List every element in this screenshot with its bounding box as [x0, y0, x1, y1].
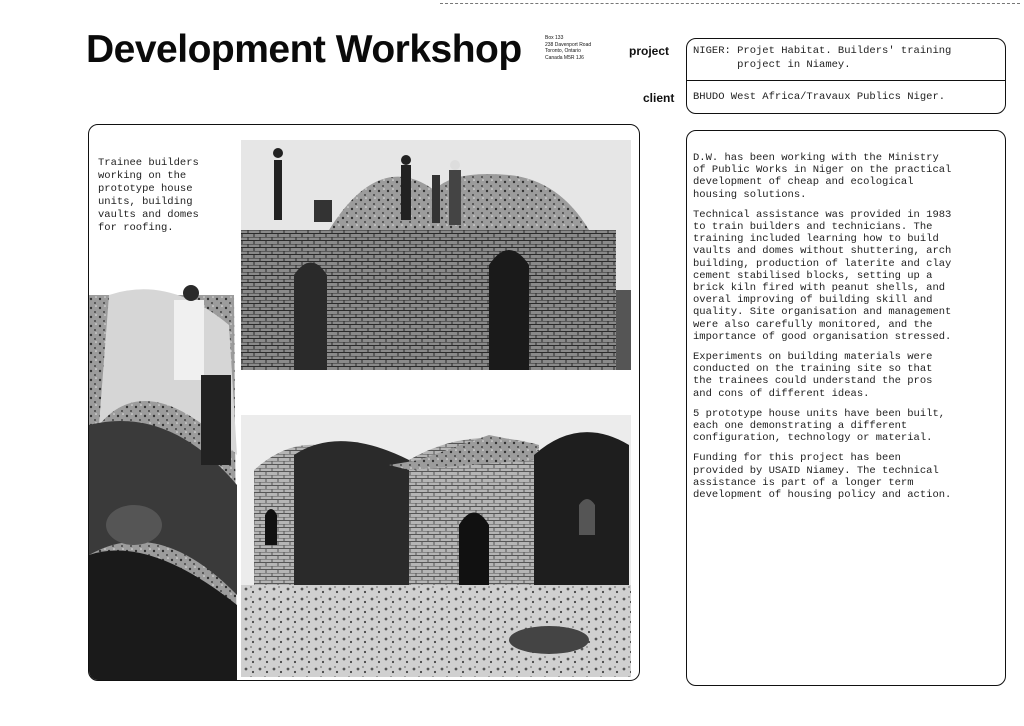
project-client-divider	[686, 80, 1006, 81]
client-text: BHUDO West Africa/Travaux Publics Niger.	[693, 91, 946, 103]
address-block	[545, 35, 591, 61]
project-text: NIGER: Projet Habitat. Builders' training project in Niamey.	[693, 45, 952, 71]
client-label: client	[643, 91, 675, 105]
builder-laying-vault-photo	[89, 285, 237, 680]
paragraph: D.W. has been working with the Ministry of Public Works in Niger on the practical development of cheap and ecological housing solutions.	[693, 152, 952, 201]
paragraph: 5 prototype house units have been built, each one demonstrating a different configuration, technology or material.	[693, 407, 946, 445]
top-rule	[440, 3, 1020, 4]
description-text	[693, 152, 999, 509]
paragraph: Technical assistance was provided in 1983 to train builders and technicians. The training included learning how to build vaults and domes without shuttering, arch building, production of laterite and clay cement stabilised blocks, setting up a brick kiln fired with peanut shells, and overal improving of building skill and quality. Site organisation and management were also carefully monitored, and the importance of good organisation stressed.	[693, 208, 952, 343]
photo-caption: Trainee builders working on the prototype house units, building vaults and domes for roofing.	[98, 157, 199, 234]
paragraph: Experiments on building materials were conducted on the training site so that the trainees could understand the pros and cons of different ideas.	[693, 351, 933, 400]
address-line: 238 Davenport Road	[545, 41, 592, 48]
address-line: Box 133	[545, 35, 564, 41]
address-line: Canada M5R 1J6	[545, 54, 584, 61]
builders-on-roof-photo	[241, 140, 631, 370]
paragraph: Funding for this project has been provided by USAID Niamey. The technical assistance is part of a longer term development of housing policy and action.	[693, 452, 952, 502]
page-title: Development Workshop	[86, 28, 522, 71]
completed-prototype-houses-photo	[241, 415, 631, 677]
project-label: project	[629, 44, 670, 58]
address-line: Toronto, Ontario	[545, 48, 581, 54]
